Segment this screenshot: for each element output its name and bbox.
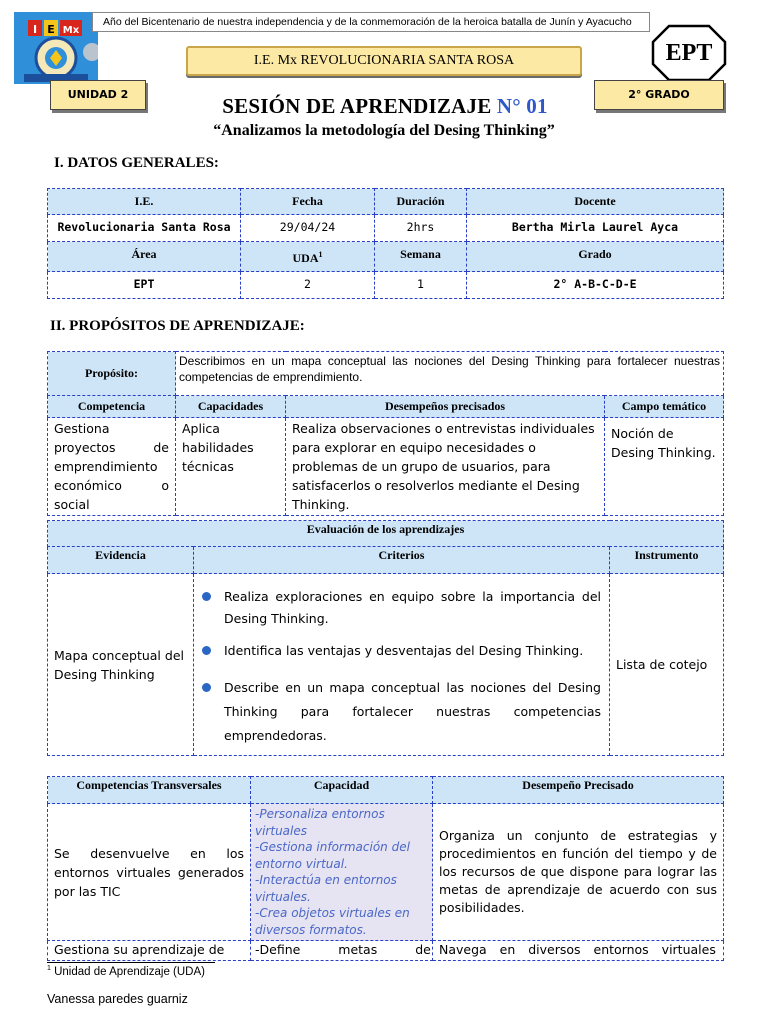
value-semana: 1 xyxy=(375,272,467,299)
header-desempeno-precisado: Desempeño Precisado xyxy=(433,777,724,804)
header-competencias-transversales: Competencias Transversales xyxy=(48,777,251,804)
competencia-value: Gestiona proyectos de emprendimiento económico o social xyxy=(48,418,176,516)
transversal-table xyxy=(47,776,724,961)
school-logo xyxy=(14,12,98,84)
session-number: N° 01 xyxy=(496,94,548,118)
header-docente: Docente xyxy=(467,189,724,215)
footnote-mark: 1 xyxy=(47,965,51,972)
header-uda xyxy=(241,242,375,272)
transversal-row2-competencia: Gestiona su aprendizaje de xyxy=(48,941,251,961)
header-area: Área xyxy=(48,242,241,272)
criterion-item xyxy=(194,586,601,630)
instrumento-value: Lista de cotejo xyxy=(610,574,724,756)
bullet-icon xyxy=(202,592,211,601)
footnote-ref: 1 xyxy=(318,250,323,259)
purpose-text: Describimos en un mapa conceptual las nociones del Desing Thinking para fortalecer nuestras competencias de emprendimiento. xyxy=(176,352,724,396)
header-fecha: Fecha xyxy=(241,189,375,215)
evidencia-value: Mapa conceptual del Desing Thinking xyxy=(48,574,194,756)
header-uda-label: UDA xyxy=(292,251,319,265)
footnote-divider xyxy=(47,962,215,963)
svg-text:E: E xyxy=(47,23,55,36)
capacidad-item: -Interactúa en entornos virtuales. xyxy=(255,873,397,904)
header-criterios: Criterios xyxy=(194,547,610,574)
header-duracion: Duración xyxy=(375,189,467,215)
header-semana: Semana xyxy=(375,242,467,272)
header-ie: I.E. xyxy=(48,189,241,215)
header-capacidad: Capacidad xyxy=(251,777,433,804)
desempenos-value: Realiza observaciones o entrevistas individuales para explorar en equipo necesidades o problemas de un grupo de usuarios, para satisfacerlos o resolverlos mediante el Desing Thinking. xyxy=(286,418,605,516)
criterion-text: Identifica las ventajas y desventajas del Desing Thinking. xyxy=(224,643,584,658)
value-grado: 2° A-B-C-D-E xyxy=(467,272,724,299)
campo-value: Noción de Desing Thinking. xyxy=(605,418,724,516)
header-desempenos: Desempeños precisados xyxy=(286,396,605,418)
footnote-text: Unidad de Aprendizaje (UDA) xyxy=(54,965,205,978)
transversal-competencia-value: Se desenvuelve en los entornos virtuales generados por las TIC xyxy=(48,804,251,941)
bullet-icon xyxy=(202,646,211,655)
transversal-capacidades xyxy=(251,804,433,941)
grade-tag: 2° GRADO xyxy=(594,80,724,110)
header-capacidades: Capacidades xyxy=(176,396,286,418)
section-title-general-data: I. DATOS GENERALES: xyxy=(54,155,219,171)
transversal-row2-desempeno: Navega en diversos entornos virtuales xyxy=(433,941,724,961)
criterion-text: Realiza exploraciones en equipo sobre la importancia del Desing Thinking. xyxy=(224,589,601,626)
transversal-row2-capacidad: -Define metas de xyxy=(251,941,433,961)
session-subtitle: “Analizamos la metodología del Desing Thinking” xyxy=(213,122,555,139)
value-docente: Bertha Mirla Laurel Ayca xyxy=(467,215,724,242)
school-name: I.E. Mx REVOLUCIONARIA SANTA ROSA xyxy=(186,46,582,76)
criterion-item xyxy=(194,640,601,662)
header-instrumento: Instrumento xyxy=(610,547,724,574)
header-grado: Grado xyxy=(467,242,724,272)
evaluation-title: Evaluación de los aprendizajes xyxy=(48,521,724,547)
svg-text:I: I xyxy=(32,23,38,36)
value-ie: Revolucionaria Santa Rosa xyxy=(48,215,241,242)
page-title xyxy=(150,94,620,119)
value-uda: 2 xyxy=(241,272,375,299)
header-campo: Campo temático xyxy=(605,396,724,418)
criterion-text: Describe en un mapa conceptual las nociones del Desing Thinking para fortalecer nuestras competencias emprendedoras. xyxy=(224,680,601,743)
purpose-label: Propósito: xyxy=(48,352,176,396)
capacidad-item: -Gestiona información del entorno virtual. xyxy=(255,840,410,871)
evaluation-table xyxy=(47,520,724,756)
title-main: SESIÓN DE APRENDIZAJE xyxy=(222,94,492,118)
purposes-table xyxy=(47,351,724,516)
criterios-list xyxy=(194,574,610,756)
capacidad-item: -Crea objetos virtuales en diversos formatos. xyxy=(255,906,410,937)
general-data-table xyxy=(47,188,724,299)
bullet-icon xyxy=(202,683,211,692)
value-area: EPT xyxy=(48,272,241,299)
author-name: Vanessa paredes guarniz xyxy=(47,992,188,1006)
capacidad-item: -Personaliza entornos virtuales xyxy=(255,807,385,838)
capacidades-value: Aplica habilidades técnicas xyxy=(176,418,286,516)
value-duracion: 2hrs xyxy=(375,215,467,242)
footnote xyxy=(47,965,205,978)
criterion-item xyxy=(194,676,601,748)
header-evidencia: Evidencia xyxy=(48,547,194,574)
unit-tag: UNIDAD 2 xyxy=(50,80,146,110)
value-fecha: 29/04/24 xyxy=(241,215,375,242)
header-competencia: Competencia xyxy=(48,396,176,418)
svg-text:Mx: Mx xyxy=(62,25,80,36)
bicentennial-banner: Año del Bicentenario de nuestra independencia y de la conmemoración de la heroica batalla de Junín y Ayacucho xyxy=(92,12,650,32)
area-badge: EPT xyxy=(665,40,713,66)
section-title-purposes: II. PROPÓSITOS DE APRENDIZAJE: xyxy=(50,318,305,334)
transversal-desempeno-value: Organiza un conjunto de estrategias y procedimientos en función del tiempo y de los recursos de que dispone para lograr las metas de aprendizaje de acuerdo con sus posibilidades. xyxy=(433,804,724,941)
